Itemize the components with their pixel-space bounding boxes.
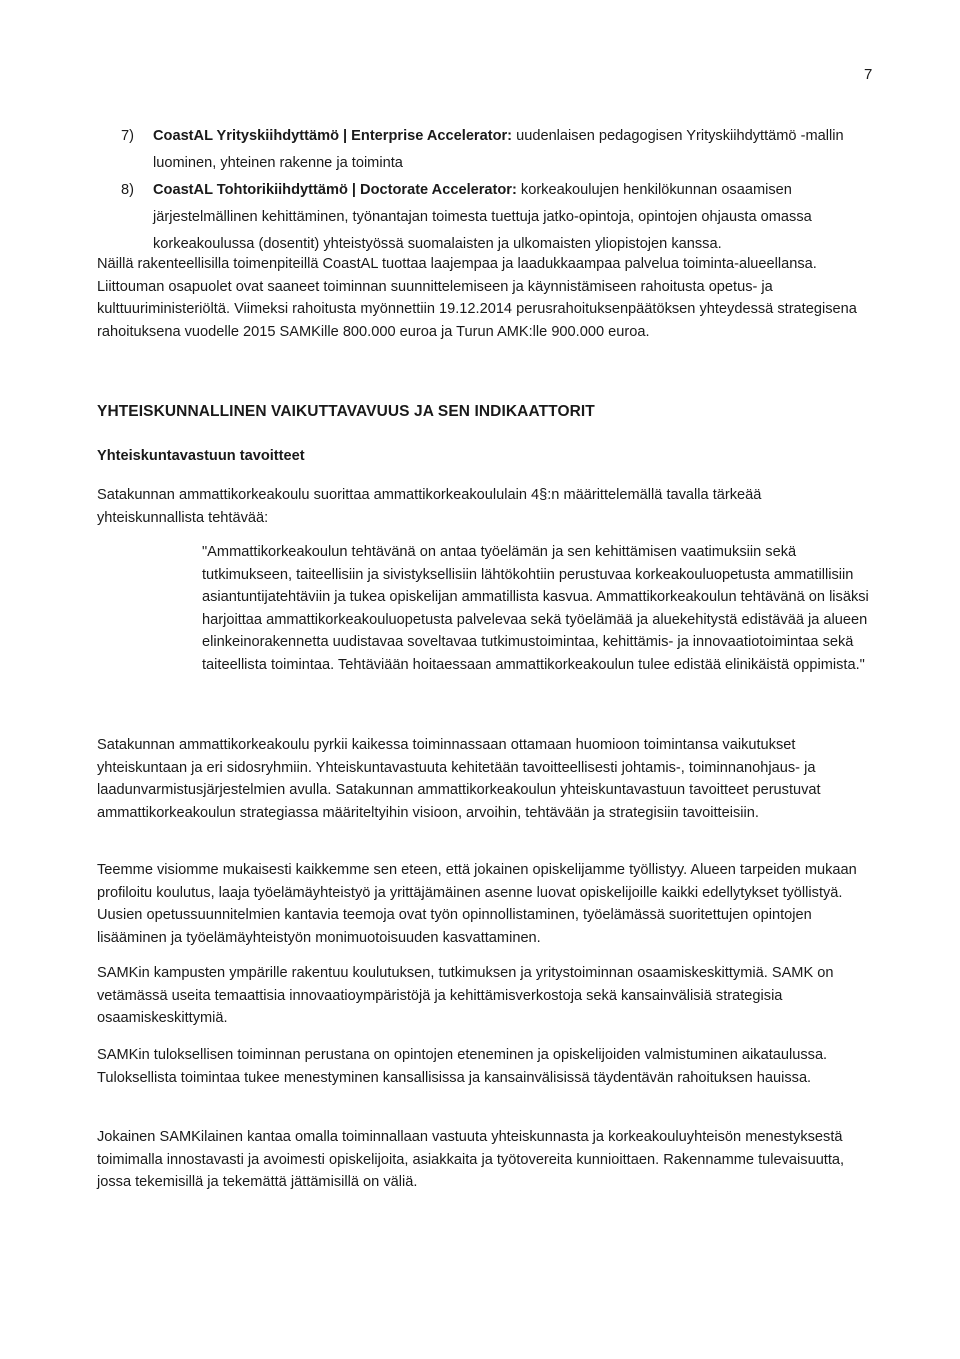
subsection-heading: Yhteiskuntavastuun tavoitteet xyxy=(97,448,305,464)
list-item-text: korkeakoulujen henkilökunnan osaamisen järjestelmällinen kehittäminen, työnantajan toimesta tuettuja jatko-opintoja, opintojen ohjausta omassa korkeakoulussa (dosentit) yhteistyössä suomalaisten ja ulkomaisten yliopistojen kanssa. xyxy=(153,182,812,252)
paragraph-intro: Satakunnan ammattikorkeakoulu suorittaa ammattikorkeakoululain 4§:n määrittelemällä tavalla tärkeää yhteiskunnallista tehtävää: xyxy=(97,487,762,526)
list-item-lead: CoastAL Tohtorikiihdyttämö | Doctorate Accelerator: xyxy=(153,182,517,198)
paragraph-funding: Näillä rakenteellisilla toimenpiteillä CoastAL tuottaa laajempaa ja laadukkaampaa palvelua toiminta-alueellansa. Liittouman osapuolet ovat saaneet toiminnan suunnittelemiseen ja käynnistämiseen rahoitusta opetus- ja kulttuuriministeriöltä. Viimeksi rahoitusta myönnettiin 19.12.2014 perusrahoituksenpäätöksen yhteydessä strategisena rahoituksena vuodelle 2015 SAMKille 800.000 euroa ja Turun AMK:lle 900.000 euroa. xyxy=(97,256,857,340)
paragraph-community: Jokainen SAMKilainen kantaa omalla toiminnallaan vastuuta yhteiskunnasta ja korkeakouluyhteisön menestyksestä toimimalla innostavasti ja avoimesti opiskelijoita, asiakkaita ja työtovereita kunnioittaen. Rakennamme tulevaisuutta, jossa tekemisillä ja tekemättä jättämisillä on väliä. xyxy=(97,1129,845,1190)
paragraph-vision: Teemme visiomme mukaisesti kaikkemme sen eteen, että jokainen opiskelijamme työllistyy. Alueen tarpeiden mukaan profiloitu koulutus, laaja työelämäyhteistyö ja yrittäjämäinen asenne luovat opiskelijoille kaikki edellytykset työllistyä. Uusien opetussuunnitelmien kantavia teemoja ovat työn opinnollistaminen, työelämässä suoritettujen opintojen lisääminen ja työelämäyhteistyön monimuotoisuuden kasvattaminen. xyxy=(97,862,857,946)
list-item-lead: CoastAL Yrityskiihdyttämö | Enterprise Accelerator: xyxy=(153,128,513,144)
list-item-number: 7) xyxy=(121,128,134,144)
list-item xyxy=(121,177,881,258)
section-heading: YHTEISKUNNALLINEN VAIKUTTAVAVUUS JA SEN INDIKAATTORIT xyxy=(97,403,595,420)
paragraph-responsibility: Satakunnan ammattikorkeakoulu pyrkii kaikessa toiminnassaan ottamaan huomioon toimintansa vaikutukset yhteiskuntaan ja eri sidosryhmiin. Yhteiskuntavastuuta kehitetään tavoitteellisesti johtamis-, toiminnanohjaus- ja laadunvarmistusjärjestelmien avulla. Satakunnan ammattikorkeakoulun yhteiskuntavastuun tavoitteet perustuvat ammattikorkeakoulun strategiassa määriteltyihin visioon, arvoihin, tehtävään ja strategisiin tavoitteisiin. xyxy=(97,737,821,821)
numbered-list xyxy=(121,123,881,258)
list-item-number: 8) xyxy=(121,182,134,198)
list-item xyxy=(121,123,881,177)
paragraph-results: SAMKin tuloksellisen toiminnan perustana on opintojen eteneminen ja opiskelijoiden valmistuminen aikataulussa. Tuloksellista toimintaa tukee menestyminen kansallisissa ja kansainvälisissä täydentävän rahoituksen hauissa. xyxy=(97,1047,828,1086)
list-item-text: uudenlaisen pedagogisen Yrityskiihdyttämö -mallin luominen, yhteinen rakenne ja toiminta xyxy=(153,128,844,171)
page-number: 7 xyxy=(864,66,873,83)
law-quote: "Ammattikorkeakoulun tehtävänä on antaa työelämän ja sen kehittämisen vaatimuksiin sekä tutkimukseen, taiteellisiin ja sivistyksellisiin lähtökohtiin perustuvaa korkeakouluopetusta ammatillisiin asiantuntijatehtäviin ja tukea opiskelijan ammatillista kasvua. Ammattikorkeakoulun tehtävänä on lisäksi harjoittaa ammattikorkeakouluopetusta palvelevaa sekä työelämää ja aluekehitystä edistävää ja alueen elinkeinorakennetta uudistavaa soveltavaa tutkimustoimintaa, kehittämis- ja innovaatiotoimintaa sekä taiteellista toimintaa. Tehtäviään hoitaessaan ammattikorkeakoulun tulee edistää elinikäistä oppimista." xyxy=(202,544,869,673)
paragraph-campus: SAMKin kampusten ympärille rakentuu koulutuksen, tutkimuksen ja yritystoiminnan osaamiskeskittymiä. SAMK on vetämässä useita temaattisia innovaatioympäristöjä ja kehittämisverkostoja sekä kansainvälisiä strategisia osaamiskeskittymiä. xyxy=(97,965,834,1026)
